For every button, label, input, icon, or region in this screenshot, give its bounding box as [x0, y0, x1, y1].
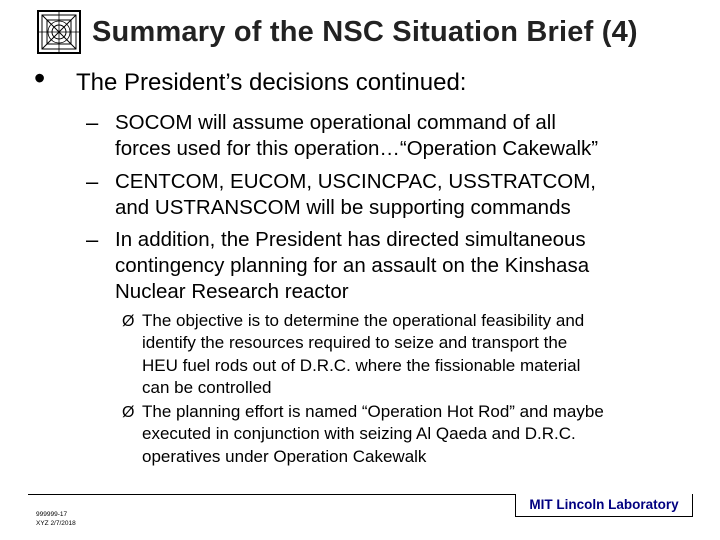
dash-marker: –: [86, 227, 99, 252]
sub-bullet-text: CENTCOM, EUCOM, USCINCPAC, USSTRATCOM, and USTRANSCOM will be supporting commands: [115, 170, 596, 219]
slide-title: Summary of the NSC Situation Brief (4): [92, 16, 638, 48]
footer-organization: MIT Lincoln Laboratory: [515, 494, 693, 517]
dash-marker: –: [86, 110, 99, 135]
arrow-marker: Ø: [122, 313, 135, 330]
dash-marker: –: [86, 169, 99, 194]
sub-bullet-text: In addition, the President has directed simultaneous contingency planning for an assault on the Kinshasa Nuclear Research reactor: [115, 228, 590, 303]
arrow-marker: Ø: [122, 404, 135, 421]
bullet-marker: •: [34, 60, 46, 96]
lincoln-lab-logo-icon: [36, 9, 82, 55]
sub-bullet-text: SOCOM will assume operational command of all forces used for this operation…“Operation Cakewalk”: [115, 111, 599, 160]
footer-id: [36, 510, 76, 528]
sub-sub-bullet-text: The objective is to determine the operational feasibility and identify the resources required to seize and transport the HEU fuel rods out of D.R.C. where the fissionable material can be controlled: [142, 311, 585, 397]
bullet-text: The President’s decisions continued:: [76, 69, 467, 96]
footer-id-date: XYZ 2/7/2018: [36, 520, 76, 527]
sub-sub-bullet-text: The planning effort is named “Operation Hot Rod” and maybe executed in conjunction with seizing Al Qaeda and D.R.C. operatives under Operation Cakewalk: [142, 402, 604, 466]
footer-id-number: 999999-17: [36, 511, 68, 518]
